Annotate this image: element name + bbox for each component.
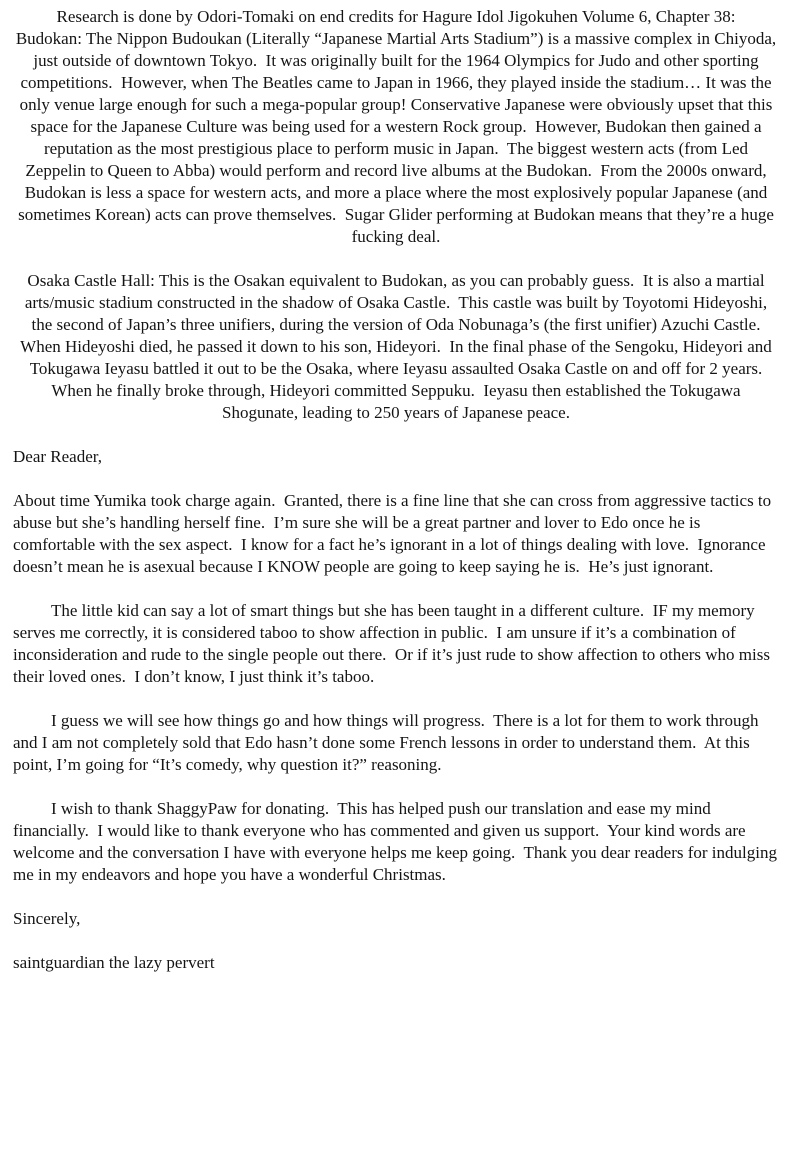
salutation-line: Dear Reader, [13, 447, 102, 466]
closing-line: Sincerely, [13, 909, 81, 928]
signature-line: saintguardian the lazy pervert [13, 953, 215, 972]
yumika-paragraph: About time Yumika took charge again. Granted, there is a fine line that she can cross from aggressive tactics to abuse but she’s handling herself fine. I’m sure she will be a great partner and lover to Edo once he is comfortable with the sex aspect. I know for a fact he’s ignorant in a lot of things dealing with love. Ignorance doesn’t mean he is asexual because I KNOW people are going to keep saying he is. He’s just ignorant. [13, 491, 776, 576]
progress-paragraph: I guess we will see how things go and how things will progress. There is a lot for them to work through and I am not completely sold that Edo hasn’t done some French lessons in order to understand them. At this point, I’m going for “It’s comedy, why question it?” reasoning. [13, 711, 763, 774]
research-credit-line: Research is done by Odori-Tomaki on end credits for Hagure Idol Jigokuhen Volume 6, Chapter 38: [56, 7, 736, 26]
little-kid-paragraph: The little kid can say a lot of smart things but she has been taught in a different culture. IF my memory serves me correctly, it is considered taboo to show affection in public. I am unsure if it’s a combination of inconsideration and rude to the single people out there. Or if it’s just rude to show affection to others who miss their loved ones. I don’t know, I just think it’s taboo. [13, 601, 775, 686]
budokan-note-paragraph: Budokan: The Nippon Budoukan (Literally “Japanese Martial Arts Stadium”) is a massive complex in Chiyoda, just outside of downtown Tokyo. It was originally built for the 1964 Olympics for Judo and other sporting competitions. However, when The Beatles came to Japan in 1966, they played inside the stadium… It was the only venue large enough for such a mega-popular group! Conservative Japanese were obviously upset that this space for the Japanese Culture was being used for a western Rock group. However, Budokan then gained a reputation as the most prestigious place to perform music in Japan. The biggest western acts (from Led Zeppelin to Queen to Abba) would perform and record live albums at the Budokan. From the 2000s onward, Budokan is less a space for western acts, and more a place where the most explosively popular Japanese (and sometimes Korean) acts can prove themselves. Sugar Glider performing at Budokan means that they’re a huge fucking deal. [15, 29, 781, 246]
osaka-note-paragraph: Osaka Castle Hall: This is the Osakan equivalent to Budokan, as you can probably guess. It is also a martial arts/music stadium constructed in the shadow of Osaka Castle. This castle was built by Toyotomi Hideyoshi, the second of Japan’s three unifiers, during the version of Oda Nobunaga’s (the first unifier) Azuchi Castle. When Hideyoshi died, he passed it down to his son, Hideyori. In the final phase of the Sengoku, Hideyori and Tokugawa Ieyasu battled it out to be the Osaka, where Ieyasu assaulted Osaka Castle on and off for 2 years. When he finally broke through, Hideyori committed Seppuku. Ieyasu then established the Tokugawa Shogunate, leading to 250 years of Japanese peace. [20, 271, 776, 422]
thanks-paragraph: I wish to thank ShaggyPaw for donating. This has helped push our translation and ease my mind financially. I would like to thank everyone who has commented and given us support. Your kind words are welcome and the conversation I have with everyone helps me keep going. Thank you dear readers for indulging me in my endeavors and hope you have a wonderful Christmas. [13, 799, 782, 884]
